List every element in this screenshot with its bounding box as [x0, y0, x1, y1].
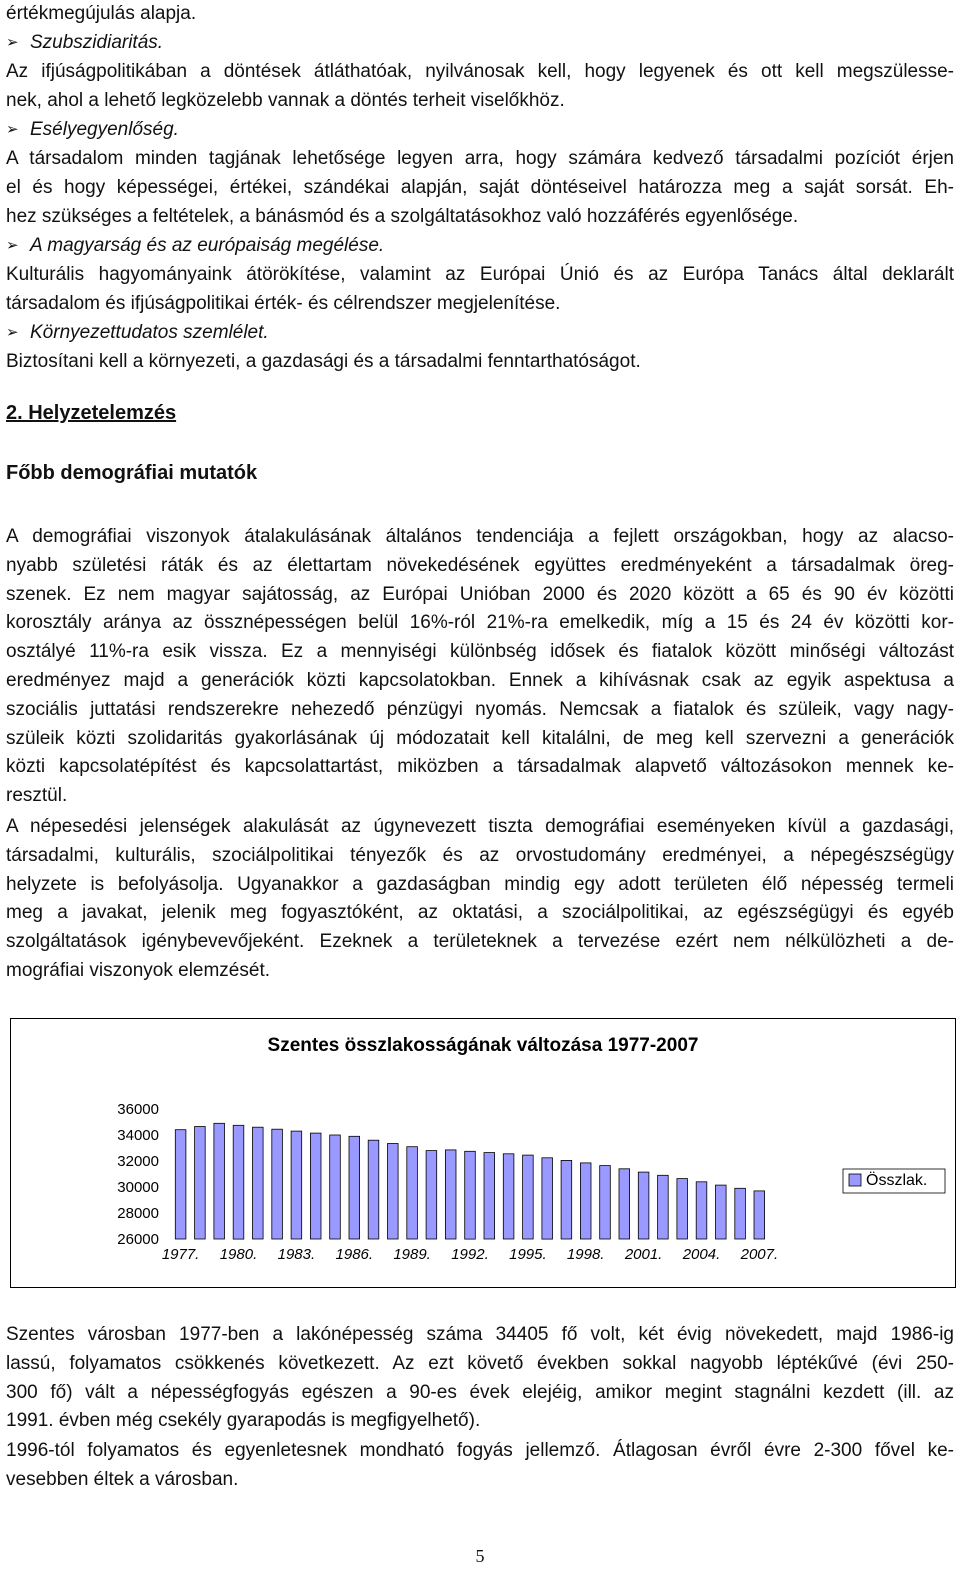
x-tick-label: 2001. [624, 1246, 663, 1263]
bar-1985 [330, 1135, 341, 1239]
bar-1993 [484, 1153, 495, 1239]
bar-1978 [195, 1127, 206, 1240]
bar-1996 [542, 1158, 553, 1239]
bar-1981 [253, 1127, 264, 1239]
paragraph-line: 300 fő) vált a népességfogyás egészen a 90-es évek elejéig, amikor megint stagnálni kezdett (ill. az [6, 1381, 954, 1403]
bar-1991 [445, 1150, 456, 1239]
bar-2004 [696, 1182, 707, 1239]
paragraph-line: Biztosítani kell a környezeti, a gazdasági és a társadalmi fenntarthatóságot. [6, 351, 641, 372]
y-tick-label: 26000 [117, 1231, 159, 1248]
paragraph-line: társadalom és ifjúságpolitikai érték- és célrendszer megjelenítése. [6, 293, 561, 314]
subsection-title: Főbb demográfiai mutatók [6, 462, 258, 484]
bar-1987 [368, 1140, 379, 1239]
bar-2005 [716, 1185, 727, 1239]
x-tick-label: 2007. [740, 1246, 779, 1263]
paragraph-line: eredményez majd a generációk közti kapcsolatokban. Ennek a kihívásnak csak az egyik aspektusa a [6, 669, 954, 691]
bullet-text: Szubszidiaritás. [30, 32, 164, 53]
paragraph-line: helyzete is befolyásolja. Ugyanakkor a gazdaságban mindig egy adott területen élő népesség termeli [6, 873, 954, 895]
y-tick-label: 32000 [117, 1153, 159, 1170]
bar-2006 [735, 1188, 746, 1239]
bar-1992 [465, 1151, 476, 1239]
paragraph-line: 1991. évben még csekély gyarapodás is megfigyelhető). [6, 1410, 481, 1432]
x-tick-label: 1992. [451, 1246, 489, 1263]
chart-svg [11, 1019, 955, 1287]
bullet-item [6, 29, 163, 58]
paragraph-line: vesebben éltek a városban. [6, 1468, 239, 1490]
paragraph-line: A demográfiai viszonyok átalakulásának általános tendenciája a fejlett országokban, hogy az alacso- [6, 526, 954, 547]
text-line: értékmegújulás alapja. [6, 3, 197, 24]
bar-1997 [561, 1160, 572, 1239]
bar-1979 [214, 1123, 225, 1239]
paragraph-line: Szentes városban 1977-ben a lakónépesség száma 34405 fő volt, két évig növekedett, majd 1986-ig [6, 1324, 954, 1345]
paragraph-line: A népesedési jelenségek alakulását az úgynevezett tiszta demográfiai eseményeken kívül a gazdasági, [6, 816, 954, 837]
paragraph-line: szociális juttatási rendszerekre nehezedő pénzügyi nyomás. Nemcsak a fiatalok és szüleik, vagy nagy- [6, 698, 954, 720]
legend-swatch [849, 1174, 861, 1186]
section-title: 2. Helyzetelemzés [6, 402, 177, 424]
bar-1986 [349, 1136, 360, 1239]
y-tick-label: 30000 [117, 1179, 159, 1196]
bar-2003 [677, 1179, 688, 1239]
paragraph [6, 1321, 954, 1436]
paragraph-line: szolgáltatások igénybevevőjeként. Ezeknek a területeknek a tervezése ezért nem nélkülözheti a de- [6, 931, 954, 953]
bar-1990 [426, 1151, 437, 1239]
bullet-text: Esélyegyenlőség. [30, 119, 179, 140]
bar-2000 [619, 1169, 630, 1239]
bullet-text: A magyarság és az európaiság megélése. [30, 235, 385, 256]
x-tick-label: 1995. [509, 1246, 547, 1263]
paragraph-line: korosztály aránya az össznépességen belül 16%-ról 21%-ra emelkedik, míg a 15 és 24 év közötti kor- [6, 612, 954, 634]
y-tick-label: 36000 [117, 1101, 159, 1118]
chart-title: Szentes összlakosságának változása 1977-2007 [267, 1035, 699, 1056]
x-tick-label: 1977. [161, 1246, 200, 1263]
bar-1988 [388, 1144, 399, 1240]
bar-1995 [523, 1155, 534, 1239]
page-number: 5 [475, 1546, 485, 1566]
paragraph-line: Kulturális hagyományaink átörökítése, valamint az Európai Únió és az Európa Tanács által deklarált [6, 264, 954, 285]
paragraph-line: Az ifjúságpolitikában a döntések átláthatóak, nyilvánosak kell, hogy legyenek és ott kell megszülesse- [6, 61, 954, 82]
paragraph-line: nyabb születési ráták és az élettartam növekedésének együttes eredményeként a társadalmak öreg- [6, 554, 954, 576]
bullet-item [6, 232, 384, 261]
bullet-text: Környezettudatos szemlélet. [30, 322, 269, 343]
paragraph-line: 1996-tól folyamatos és egyenletesnek mondható fogyás jellemző. Átlagosan évről évre 2-300 fővel ke- [6, 1440, 954, 1461]
paragraph-line: el és hogy képességei, értékei, szándékai alapján, saját döntéseivel határozza meg a saját sorsát. Eh- [6, 177, 954, 198]
paragraph-line: szenek. Ez nem magyar sajátosság, az Európai Unióban 2000 és 2020 között a 65 és 90 év közötti [6, 583, 954, 605]
paragraph [6, 1437, 954, 1495]
paragraph [6, 813, 954, 986]
bar-2001 [638, 1172, 649, 1239]
legend-label: Összlak. [866, 1172, 928, 1189]
chart-legend [843, 1169, 945, 1193]
y-tick-label: 28000 [117, 1205, 159, 1222]
paragraph [6, 523, 954, 811]
bar-1994 [503, 1154, 514, 1239]
x-tick-label: 1980. [219, 1246, 258, 1263]
paragraph-line: közti kapcsolatépítést és kapcsolattartást, miközben a társadalmak alapvető változásokon mennek ke- [6, 756, 954, 778]
x-tick-label: 1998. [566, 1246, 605, 1263]
paragraph-line: társadalmi, kulturális, szociálpolitikai tényezők és az orvostudomány eredményei, a népegészségügy [6, 844, 954, 866]
bar-2007 [754, 1191, 765, 1239]
bar-1982 [272, 1129, 283, 1239]
paragraph-line: A társadalom minden tagjának lehetősége legyen arra, hogy számára kedvező társadalmi pozíciót érjen [6, 148, 954, 169]
arrow-bullet-icon: ➢ [6, 121, 19, 138]
bullet-item [6, 116, 179, 145]
bar-2002 [658, 1175, 669, 1239]
bar-1983 [291, 1131, 302, 1239]
x-tick-label: 2004. [682, 1246, 721, 1263]
arrow-bullet-icon: ➢ [6, 324, 19, 341]
bar-1999 [600, 1166, 611, 1239]
bar-1998 [580, 1163, 591, 1239]
paragraph-line: resztül. [6, 785, 68, 807]
x-tick-label: 1983. [277, 1246, 316, 1263]
x-tick-label: 1986. [335, 1246, 374, 1263]
bar-1989 [407, 1147, 418, 1239]
arrow-bullet-icon: ➢ [6, 237, 19, 254]
paragraph-line: meg a javakat, jelenik meg fogyasztóként, az oktatási, a szociálpolitikai, az egészségügyi és egyéb [6, 902, 954, 924]
bar-1980 [233, 1125, 244, 1239]
paragraph-line: lassú, folyamatos csökkenés következett. Az ezt követő években sokkal nagyobb léptékűvé (évi 250- [6, 1352, 954, 1374]
bullet-item [6, 319, 269, 348]
y-tick-label: 34000 [117, 1127, 159, 1144]
paragraph-line: osztályé 11%-ra esik vissza. Ez a mennyiségi különbség idősek és fiatalok között minőségi változást [6, 641, 954, 663]
x-tick-label: 1989. [393, 1246, 431, 1263]
paragraph-line: nek, ahol a lehető legközelebb vannak a döntés terheit viselőkhöz. [6, 90, 565, 111]
bar-1984 [310, 1133, 321, 1239]
population-chart [10, 1018, 956, 1288]
bar-1977 [175, 1130, 186, 1239]
paragraph-line: szüleik közti szolidaritás gyakorlásának új módozatait kell kitalálni, de meg kell szervezni a generációk [6, 727, 954, 749]
paragraph-line: hez szükséges a feltételek, a bánásmód és a szolgáltatásokhoz való hozzáférés egyenlősége. [6, 206, 799, 227]
paragraph-line: mográfiai viszonyok elemzését. [6, 959, 270, 981]
arrow-bullet-icon: ➢ [6, 34, 19, 51]
